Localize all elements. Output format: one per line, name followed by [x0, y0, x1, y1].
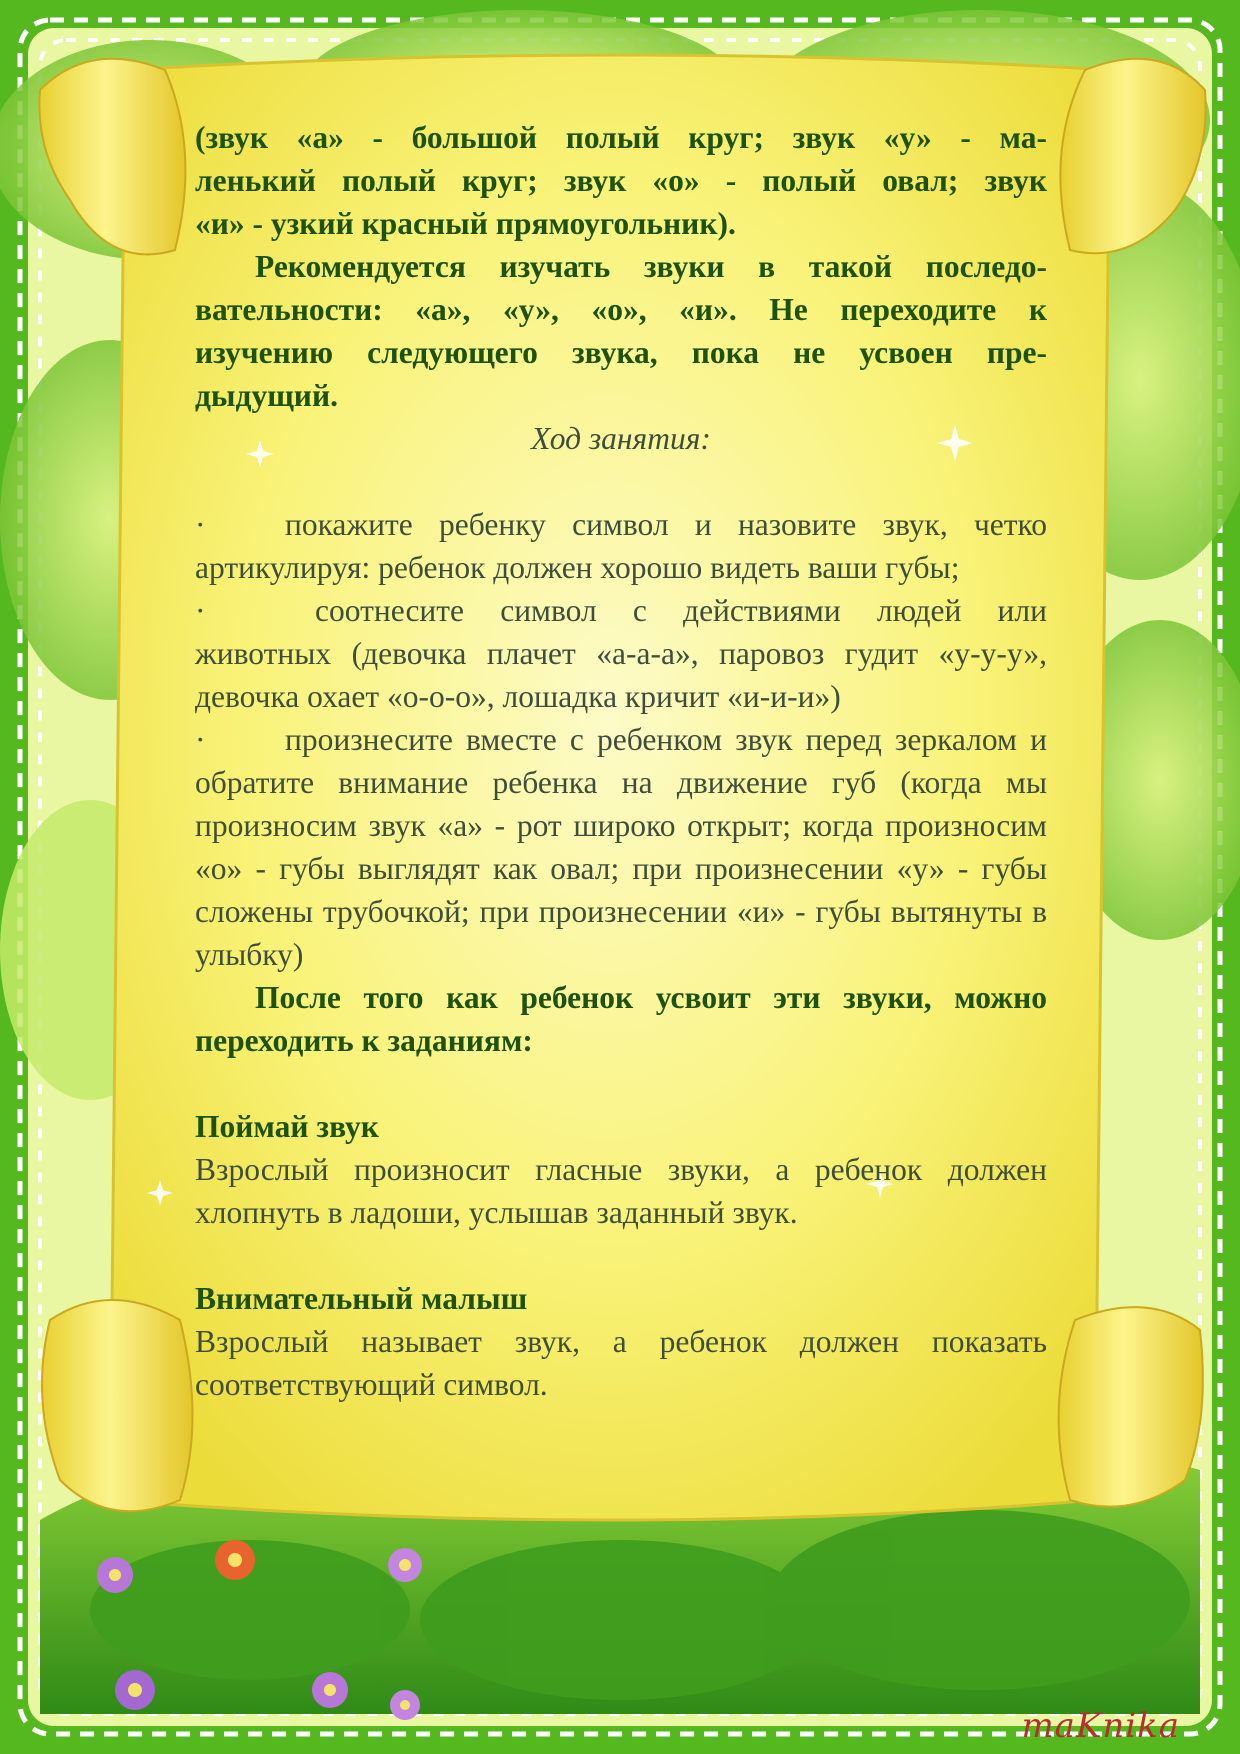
game-description: Взрослый произносит гласные звуки, а ребенок должен хлопнуть в ладоши, услышав заданный звук.: [195, 1152, 1047, 1230]
game-description: Взрослый называет звук, а ребенок должен показать соответствующий символ.: [195, 1324, 1047, 1402]
intro-paragraph: [195, 116, 1047, 245]
game-title: Внимательный малыш: [195, 1281, 528, 1316]
recommendation-line: дыдущий.: [195, 378, 338, 413]
step-text: соотнесите символ с действиями людей или животных (девочка плачет «а-а-а», паровоз гудит «у-у-у», девочка охает «о-о-о», лошадка кричит «и-и-и»): [195, 593, 1047, 714]
spacer: [195, 460, 1047, 503]
game-title: Поймай звук: [195, 1109, 379, 1144]
list-item: · произнесите вместе с ребенком звук перед зеркалом и обратите внимание ребенка на движение губ (когда мы произносим звук «а» - рот широко открыт; когда произносим «о» - губы выглядят как овал; при произнесении «у» - губы сложены трубочкой; при произнесении «и» - губы вытянуты в улыбку): [195, 718, 1047, 976]
transition-paragraph: После того как ребенок усвоит эти звуки, можно переходить к заданиям:: [195, 980, 1047, 1058]
steps-list: [195, 503, 1047, 976]
recommendation-line: изучению следующего звука, пока не усвоен пре-: [195, 335, 1047, 370]
spacer: [195, 1234, 1047, 1277]
game-block: [195, 1277, 1047, 1406]
step-text: произнесите вместе с ребенком звук перед зеркалом и обратите внимание ребенка на движение губ (когда мы произносим звук «а» - рот широко открыт; когда произносим «о» - губы выглядят как овал; при произнесении «у» - губы сложены трубочкой; при произнесении «и» - губы вытянуты в улыбку): [195, 722, 1047, 972]
list-item: · покажите ребенку символ и назовите звук, четко артикулируя: ребенок должен хорошо видеть ваши губы;: [195, 503, 1047, 589]
intro-line: (звук «а» - большой полый круг; звук «у» - ма-: [195, 120, 1047, 155]
recommendation-paragraph: [195, 245, 1047, 417]
intro-line: ленький полый круг; звук «о» - полый овал; звук: [195, 163, 1047, 198]
list-item: · соотнесите символ с действиями людей или животных (девочка плачет «а-а-а», паровоз гудит «у-у-у», девочка охает «о-о-о», лошадка кричит «и-и-и»): [195, 589, 1047, 718]
recommendation-line: Рекомендуется изучать звуки в такой последо-: [255, 249, 1047, 284]
lesson-heading: Ход занятия:: [531, 421, 711, 456]
game-block: [195, 1105, 1047, 1234]
step-text: покажите ребенку символ и назовите звук, четко артикулируя: ребенок должен хорошо видеть ваши губы;: [195, 507, 1047, 585]
watermark-signature: maKnika: [1021, 1706, 1180, 1746]
recommendation-line: вательности: «а», «у», «о», «и». Не переходите к: [195, 292, 1047, 327]
intro-line: «и» - узкий красный прямоугольник).: [195, 206, 736, 241]
article-text: [195, 116, 1047, 1516]
spacer: [195, 1062, 1047, 1105]
